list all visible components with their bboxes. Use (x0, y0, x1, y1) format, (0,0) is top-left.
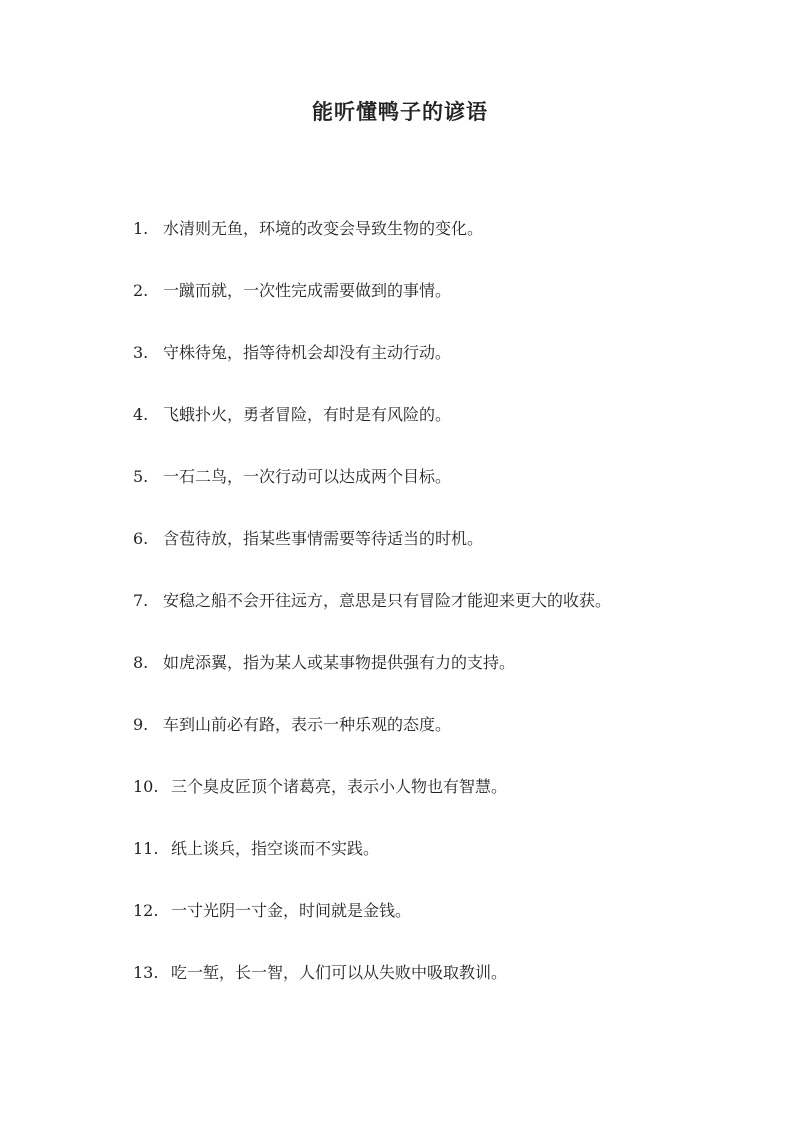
item-number: 11. (133, 839, 159, 858)
list-item (133, 212, 753, 274)
list-item (133, 398, 753, 460)
item-number: 7. (133, 591, 149, 610)
list-item (133, 708, 753, 770)
item-text: 一蹴而就，一次性完成需要做到的事情。 (163, 281, 452, 300)
item-number: 3. (133, 343, 149, 362)
item-text: 含苞待放，指某些事情需要等待适当的时机。 (163, 529, 484, 548)
item-number: 9. (133, 715, 149, 734)
list-item (133, 832, 753, 894)
item-text: 飞蛾扑火，勇者冒险，有时是有风险的。 (163, 405, 452, 424)
item-text: 水清则无鱼，环境的改变会导致生物的变化。 (163, 219, 484, 238)
item-text: 一寸光阴一寸金，时间就是金钱。 (171, 901, 412, 920)
item-number: 12. (133, 901, 159, 920)
item-text: 一石二鸟，一次行动可以达成两个目标。 (163, 467, 452, 486)
list-item (133, 956, 753, 1018)
item-number: 1. (133, 219, 149, 238)
list-item (133, 894, 753, 956)
item-text: 车到山前必有路，表示一种乐观的态度。 (163, 715, 452, 734)
list-item (133, 584, 753, 646)
item-number: 8. (133, 653, 149, 672)
page-title: 能听懂鸭子的谚语 (312, 99, 488, 124)
item-text: 纸上谈兵，指空谈而不实践。 (171, 839, 380, 858)
item-number: 4. (133, 405, 149, 424)
proverb-list (133, 212, 753, 1018)
item-number: 6. (133, 529, 149, 548)
list-item (133, 770, 753, 832)
list-item (133, 646, 753, 708)
item-text: 安稳之船不会开往远方，意思是只有冒险才能迎来更大的收获。 (163, 591, 612, 610)
item-number: 10. (133, 777, 159, 796)
item-number: 2. (133, 281, 149, 300)
item-text: 守株待兔，指等待机会却没有主动行动。 (163, 343, 452, 362)
list-item (133, 336, 753, 398)
item-text: 三个臭皮匠顶个诸葛亮，表示小人物也有智慧。 (171, 777, 508, 796)
item-number: 5. (133, 467, 149, 486)
list-item (133, 274, 753, 336)
item-number: 13. (133, 963, 159, 982)
item-text: 如虎添翼，指为某人或某事物提供强有力的支持。 (163, 653, 516, 672)
list-item (133, 460, 753, 522)
item-text: 吃一堑，长一智，人们可以从失败中吸取教训。 (171, 963, 508, 982)
list-item (133, 522, 753, 584)
